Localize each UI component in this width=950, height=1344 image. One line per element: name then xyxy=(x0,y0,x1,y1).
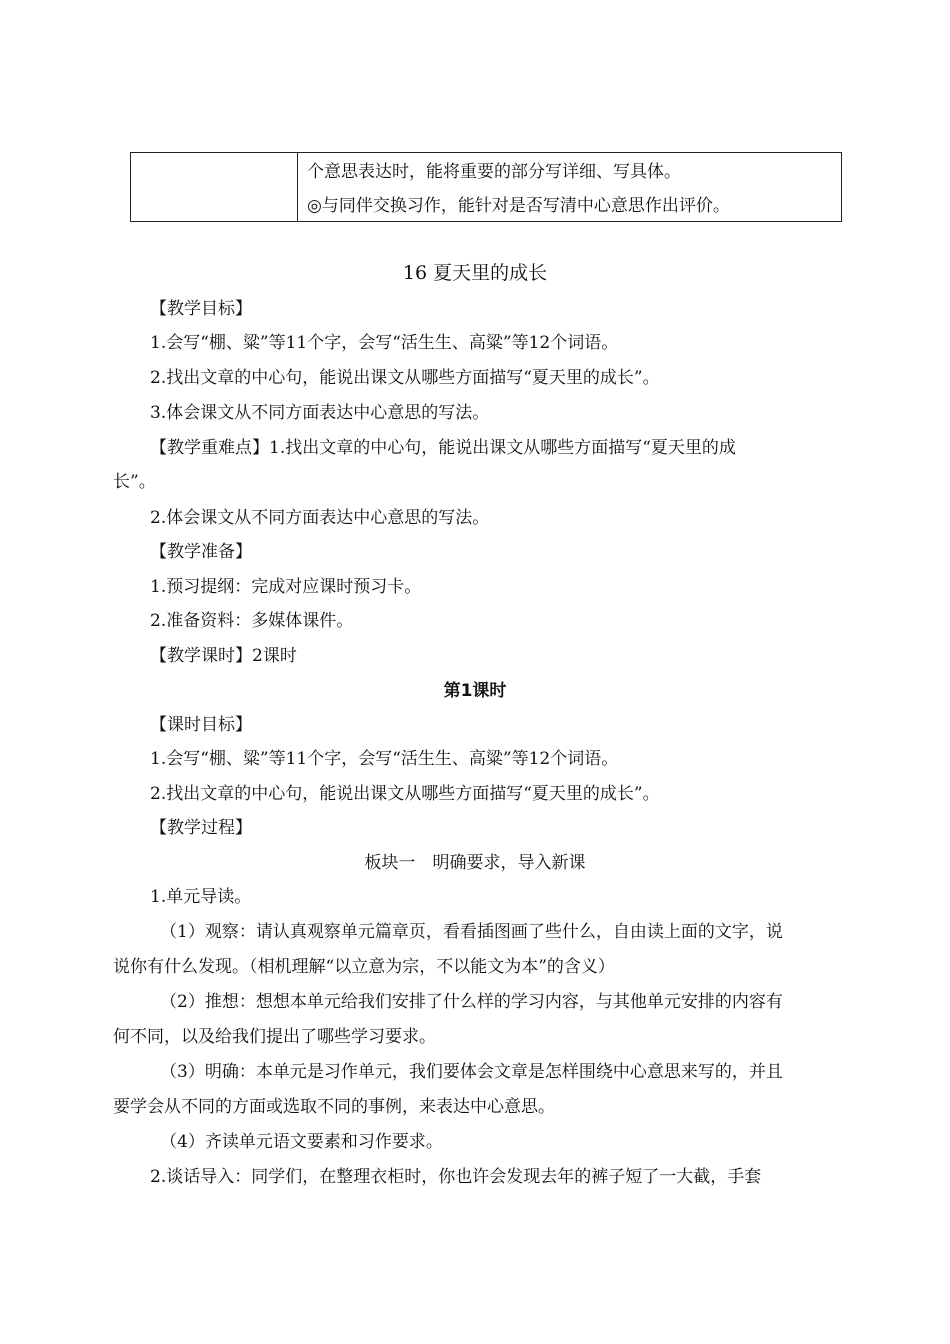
key-points-line: 2.体会课文从不同方面表达中心意思的写法。 xyxy=(150,508,490,528)
section-heading-prep: 【教学准备】 xyxy=(150,542,252,562)
goal-item: 3.体会课文从不同方面表达中心意思的写法。 xyxy=(150,403,490,423)
objectives-table-fragment xyxy=(130,152,842,222)
prep-item: 1.预习提纲：完成对应课时预习卡。 xyxy=(150,577,422,597)
process-line: （3）明确：本单元是习作单元，我们要体会文章是怎样围绕中心意思来写的，并且 xyxy=(160,1062,783,1082)
lesson-hours: 【教学课时】2课时 xyxy=(150,646,297,666)
table-cell-line: 个意思表达时，能将重要的部分写详细、写具体。 xyxy=(307,162,681,182)
block-title: 板块一 明确要求，导入新课 xyxy=(364,853,586,873)
process-line: （4）齐读单元语文要素和习作要求。 xyxy=(160,1132,443,1152)
process-line: 1.单元导读。 xyxy=(150,887,252,907)
table-column-divider xyxy=(297,153,298,221)
process-line: （2）推想：想想本单元给我们安排了什么样的学习内容，与其他单元安排的内容有 xyxy=(160,992,783,1012)
goal-item: 2.找出文章的中心句，能说出课文从哪些方面描写“夏天里的成长”。 xyxy=(150,368,660,388)
key-points-line: 【教学重难点】1.找出文章的中心句，能说出课文从哪些方面描写“夏天里的成 xyxy=(150,438,736,458)
section-heading-period-goals: 【课时目标】 xyxy=(150,715,252,735)
period-goal-item: 2.找出文章的中心句，能说出课文从哪些方面描写“夏天里的成长”。 xyxy=(150,784,660,804)
section-heading-goals: 【教学目标】 xyxy=(150,299,252,319)
lesson-title: 16 夏天里的成长 xyxy=(402,262,548,284)
process-line: 何不同，以及给我们提出了哪些学习要求。 xyxy=(113,1027,436,1047)
table-cell-line: ◎与同伴交换习作，能针对是否写清中心意思作出评价。 xyxy=(307,196,730,216)
key-points-line: 长”。 xyxy=(113,472,156,492)
section-heading-process: 【教学过程】 xyxy=(150,818,252,838)
period-goal-item: 1.会写“棚、粱”等11个字，会写“活生生、高粱”等12个词语。 xyxy=(150,749,619,769)
process-line: 说你有什么发现。（相机理解“以立意为宗，不以能文为本”的含义） xyxy=(113,957,615,977)
process-line: 2.谈话导入：同学们，在整理衣柜时，你也许会发现去年的裤子短了一大截，手套 xyxy=(150,1167,762,1187)
process-line: 要学会从不同的方面或选取不同的事例，来表达中心意思。 xyxy=(113,1097,555,1117)
goal-item: 1.会写“棚、粱”等11个字，会写“活生生、高粱”等12个词语。 xyxy=(150,333,619,353)
period-title: 第1课时 xyxy=(443,681,507,701)
prep-item: 2.准备资料：多媒体课件。 xyxy=(150,611,354,631)
process-line: （1）观察：请认真观察单元篇章页，看看插图画了些什么，自由读上面的文字，说 xyxy=(160,922,783,942)
